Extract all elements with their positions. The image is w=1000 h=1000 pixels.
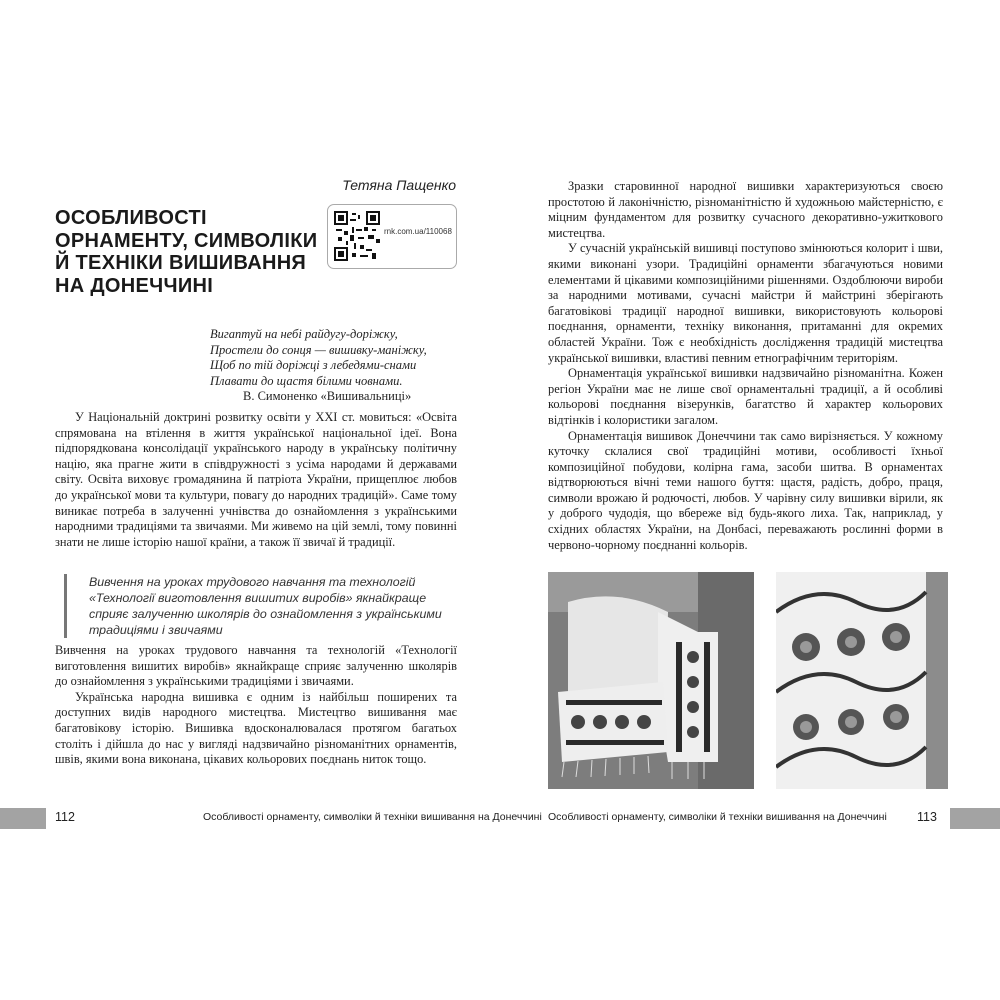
qr-code-icon xyxy=(334,211,380,261)
embroidered-towel-photo xyxy=(548,572,754,789)
paragraph: Орнаментація української вишивки надзвичайно різноманітна. Кожен регіон України має не лише свої орнаментальні традиції, а й особливі кольорові поєднання візерунків, багатство й характер кольорових відтінків і колористики загалом. xyxy=(548,366,943,427)
qr-url[interactable]: rnk.com.ua/110068 xyxy=(384,227,452,236)
poem-line: Простели до сонця — вишивку-маніжку, xyxy=(210,342,427,357)
pull-quote: Вивчення на уроках трудового навчання та технологій «Технології виготовлення вишитих виробів» якнайкраще сприяє залученню школярів до ознайомлення з українськими традиціями і звичаями xyxy=(64,574,469,638)
author-name: Тетяна Пащенко xyxy=(342,177,456,193)
page-number-left: 112 xyxy=(55,810,75,824)
poem-signature: В. Симоненко «Вишивальниці» xyxy=(243,389,412,403)
footer-bar-left xyxy=(0,808,46,829)
paragraph: Зразки старовинної народної вишивки характеризуються своєю простотою й лаконічністю, різноманітністю й художньою майстерністю, є міцним фундаментом для розвитку сучасного декоративно-ужиткового мистецтва. xyxy=(548,179,943,240)
paragraph: Українська народна вишивка є одним із найбільш поширених та доступних видів народного мистецтва. Мистецтво вишивання має багатовікову історію. Вишивка вдосконалювалася протягом багатьох століть і дійшла до нас у вигляді надзвичайно різноманітних орнаментів, швів, якими вона виконана, цікавих кольорових поєднань ниток тощо. xyxy=(55,689,457,767)
epigraph-poem xyxy=(210,327,470,405)
embroidered-towel-closeup-photo xyxy=(776,572,948,789)
title-line: ОРНАМЕНТУ, СИМВОЛІКИ xyxy=(55,229,318,252)
title-line: Й ТЕХНІКИ ВИШИВАННЯ xyxy=(55,252,307,274)
chapter-title xyxy=(55,207,325,297)
paragraph: Вивчення на уроках трудового навчання та технологій «Технології виготовлення вишитих виробів» якнайкраще сприяє залученню школярів до ознайомлення з українськими традиціями і звичаями. xyxy=(55,643,457,689)
paragraph: Орнаментація вишивок Донеччини так само вирізняється. У кожному куточку склалися свої традиційні мотиви, особливості їхньої композиційної побудови, колірна гама, засоби шитва. В орнаментах відтворюються вічні теми нашого буття: щастя, радість, добро, праця, символи врожаю й родючості, любов. У чарівну силу вишивки вірили, як у доброго чудодія, що вбереже від будь-якого лиха. Так, наприклад, у східних областях України, на Донбасі, переважають рослинні форми в червоно-чорному поєднанні кольорів. xyxy=(548,428,943,552)
poem-line: Плавати до щастя білими човнами. xyxy=(210,373,403,388)
poem-line: Щоб по тій доріжці з лебедями-снами xyxy=(210,358,417,372)
title-line: ОСОБЛИВОСТІ xyxy=(55,207,207,229)
qr-link-box[interactable] xyxy=(327,204,457,269)
running-title-right: Особливості орнаменту, символіки й техніки вишивання на Донеччині xyxy=(548,811,887,823)
page-number-right: 113 xyxy=(917,810,937,824)
title-line: НА ДОНЕЧЧИНІ xyxy=(55,274,214,297)
body-text-right xyxy=(548,179,943,553)
paragraph: У сучасній українській вишивці поступово змінюються колорит і шви, якими виконані узори. Традиційні орнаменти збагачуються новими елементами й цікавими композиційними рішеннями. Оздоблюючи вироби за народними мотивами, сучасні майстри й майстрині зберігають багатовікові традиції народної вишивки, використовують кольорові поєднання, орнаменти, техніку виконання, притаманні для окремих областей України. Тож є необхідність дослідження традицій мистецтва української вишивки, властиві певним етнографічним територіям. xyxy=(548,241,943,365)
intro-text xyxy=(55,410,457,550)
footer-bar-right xyxy=(950,808,1000,829)
body-text-left xyxy=(55,643,457,768)
running-title-left: Особливості орнаменту, символіки й техніки вишивання на Донеччині xyxy=(203,811,542,823)
poem-line: Вигаптуй на небі райдугу-доріжку, xyxy=(210,327,398,341)
paragraph: У Національній доктрині розвитку освіти у XXI ст. мовиться: «Освіта спрямована на втілення в життя української національної ідеї. Вона підпорядкована консолідації українського народу в українську політичну націю, яка прагне жити в співдружності з усіма народами й державами світу. Освіта виховує громадянина й патріота України, прищеплює любов до української мови та культури, повагу до народних традицій». Саме тому виникає потреба в залученні учнівства до ознайомлення з українськими народними традиціями та звичаями. Ми живемо на цій землі, тому повинні знати не лише історію нашої країни, а також її звичаї й традиції. xyxy=(55,410,457,549)
